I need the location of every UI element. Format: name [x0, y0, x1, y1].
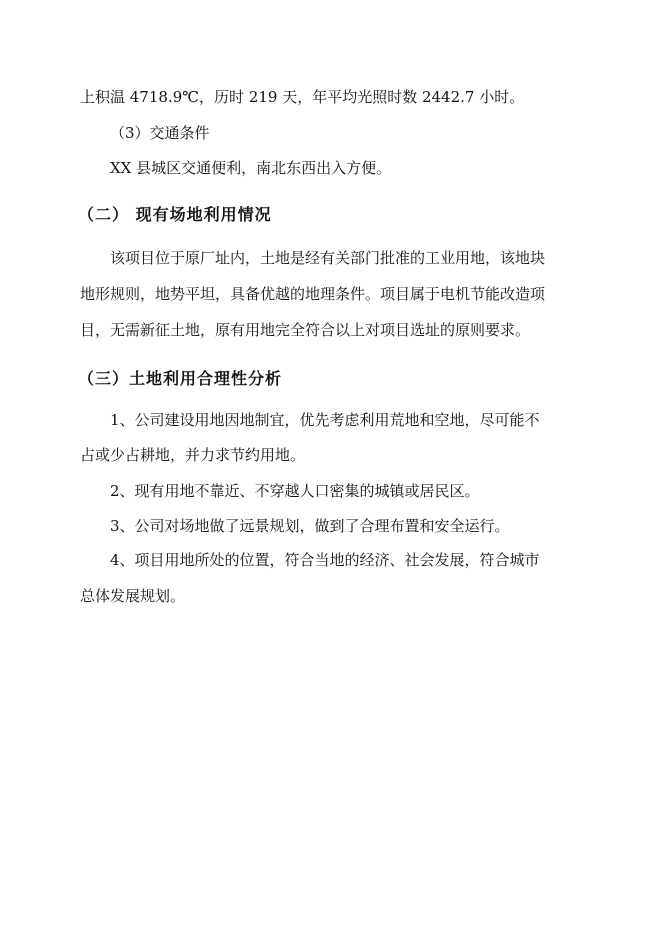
traffic-subheading: （3）交通条件: [110, 124, 210, 142]
section3-heading: （三）土地利用合理性分析: [78, 369, 283, 388]
section2-line-3: 目，无需新征土地，原有用地完全符合以上对项目选址的原则要求。: [80, 321, 531, 339]
section3-item-1b: 占或少占耕地，并力求节约用地。: [80, 446, 306, 464]
section2-line-1: 该项目位于原厂址内，土地是经有关部门批准的工业用地，该地块: [110, 249, 546, 267]
section3-item-4b: 总体发展规划。: [80, 587, 186, 605]
section3-item-2: 2、现有用地不靠近、不穿越人口密集的城镇或居民区。: [110, 482, 480, 500]
section3-item-3: 3、公司对场地做了远景规划，做到了合理布置和安全运行。: [110, 517, 510, 535]
section2-heading: （二） 现有场地利用情况: [78, 205, 272, 224]
traffic-paragraph: XX 县城区交通便利，南北东西出入方便。: [110, 159, 392, 177]
climate-paragraph-end: 上积温 4718.9℃，历时 219 天，年平均光照时数 2442.7 小时。: [80, 88, 525, 106]
section3-item-4a: 4、项目用地所处的位置，符合当地的经济、社会发展，符合城市: [110, 551, 540, 569]
section3-item-1a: 1、公司建设用地因地制宜，优先考虑利用荒地和空地，尽可能不: [110, 411, 540, 429]
section2-line-2: 地形规则，地势平坦，具备优越的地理条件。项目属于电机节能改造项: [80, 285, 546, 303]
